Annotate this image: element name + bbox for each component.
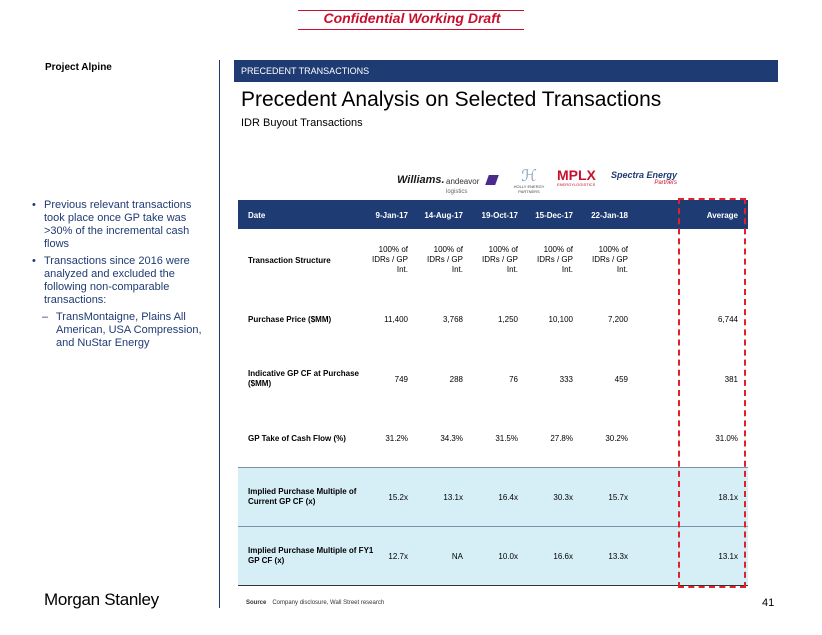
table-cell: 333 <box>559 375 573 384</box>
andeavor-sub: logistics <box>446 189 468 195</box>
row-label: Implied Purchase Multiple of Current GP CF (x) <box>248 487 357 506</box>
table-cell: 13.3x <box>608 552 628 561</box>
column-header-average: Average <box>706 211 738 220</box>
bullet-item: • Previous relevant transactions took place once GP take was >30% of the incremental cash flows <box>30 199 205 251</box>
column-header: 19-Oct-17 <box>481 211 518 220</box>
bullet-item: • Transactions since 2016 were analyzed and excluded the following non-comparable transactions: <box>30 255 205 307</box>
table-cell-average: 381 <box>724 375 738 384</box>
table-cell: 1,250 <box>497 315 518 324</box>
holly-wordmark: HOLLY ENERGY PARTNERS <box>513 184 545 194</box>
average-highlight-box <box>678 198 746 588</box>
andeavor-wordmark: andeavor <box>446 177 480 186</box>
source-note <box>246 600 384 606</box>
spectra-logo <box>611 170 677 186</box>
table-cell: 15.7x <box>608 493 628 502</box>
williams-logo: Williams. <box>397 174 445 186</box>
holly-mark-icon: ℋ <box>521 166 537 185</box>
row-label: Transaction Structure <box>248 256 331 265</box>
table-cell: 34.3% <box>440 434 463 443</box>
confidential-label: Confidential Working Draft <box>323 10 501 26</box>
table-cell: 7,200 <box>607 315 628 324</box>
sub-bullet-item: – TransMontaigne, Plains All American, USA Compression, and NuStar Energy <box>30 311 205 350</box>
andeavor-logo <box>446 171 497 195</box>
table-cell: 10.0x <box>498 552 518 561</box>
table-cell: 100% of IDRs / GP Int. <box>371 245 408 274</box>
sidebar-bullets <box>30 199 205 350</box>
mplx-sub: ENERGYLOGISTICS <box>557 182 596 187</box>
row-label: Indicative GP CF at Purchase ($MM) <box>248 369 360 388</box>
column-header: 22-Jan-18 <box>591 211 628 220</box>
table-cell: 31.2% <box>385 434 408 443</box>
row-divider <box>238 585 748 586</box>
section-banner: PRECEDENT TRANSACTIONS <box>234 60 778 82</box>
table-cell-average: 18.1x <box>718 493 738 502</box>
row-divider <box>238 467 748 468</box>
table-cell: 3,768 <box>442 315 463 324</box>
table-cell: 16.4x <box>498 493 518 502</box>
morgan-stanley-logo: Morgan Stanley <box>44 590 159 609</box>
spectra-wordmark: Spectra Energy <box>611 170 678 180</box>
table-cell: 100% of IDRs / GP Int. <box>591 245 628 274</box>
table-cell-average: 6,744 <box>717 315 738 324</box>
table-cell: 100% of IDRs / GP Int. <box>481 245 518 274</box>
table-cell: NA <box>451 552 463 561</box>
table-cell: 15.2x <box>388 493 408 502</box>
spectra-sub: Partners <box>654 180 678 186</box>
table-cell: 13.1x <box>443 493 463 502</box>
vertical-divider <box>219 60 220 608</box>
page-subtitle: IDR Buyout Transactions <box>241 117 363 129</box>
andeavor-mark-icon <box>485 175 499 185</box>
table-cell: 459 <box>614 375 628 384</box>
row-label: Purchase Price ($MM) <box>248 315 332 324</box>
table-cell-average: 31.0% <box>715 434 738 443</box>
table-cell: 749 <box>394 375 408 384</box>
source-label: Source <box>246 600 267 606</box>
table-cell: 30.2% <box>605 434 628 443</box>
table-cell: 10,100 <box>548 315 573 324</box>
table-cell: 12.7x <box>388 552 408 561</box>
row-divider <box>238 526 748 527</box>
source-text: Company disclosure, Wall Street research <box>272 600 385 606</box>
column-header: 14-Aug-17 <box>424 211 463 220</box>
table-cell: 100% of IDRs / GP Int. <box>536 245 573 274</box>
table-cell: 27.8% <box>550 434 573 443</box>
row-label: Implied Purchase Multiple of FY1 GP CF (x) <box>248 546 374 565</box>
mplx-logo <box>557 168 596 187</box>
table-cell: 30.3x <box>553 493 573 502</box>
table-cell: 31.5% <box>495 434 518 443</box>
header-date-label: Date <box>248 211 266 220</box>
mplx-wordmark: MPLX <box>557 167 596 183</box>
table-cell: 288 <box>449 375 463 384</box>
column-header: 9-Jan-17 <box>375 211 408 220</box>
confidential-bottom-rule <box>298 29 524 30</box>
page-title: Precedent Analysis on Selected Transactions <box>241 88 662 111</box>
project-name: Project Alpine <box>45 62 112 73</box>
table-cell: 100% of IDRs / GP Int. <box>426 245 463 274</box>
table-cell-average: 13.1x <box>718 552 738 561</box>
table-cell: 16.6x <box>553 552 573 561</box>
row-label: GP Take of Cash Flow (%) <box>248 434 346 443</box>
column-header: 15-Dec-17 <box>535 211 573 220</box>
table-cell: 76 <box>509 375 518 384</box>
holly-logo <box>503 168 555 194</box>
table-cell: 11,400 <box>384 315 408 324</box>
page-number: 41 <box>762 597 775 609</box>
